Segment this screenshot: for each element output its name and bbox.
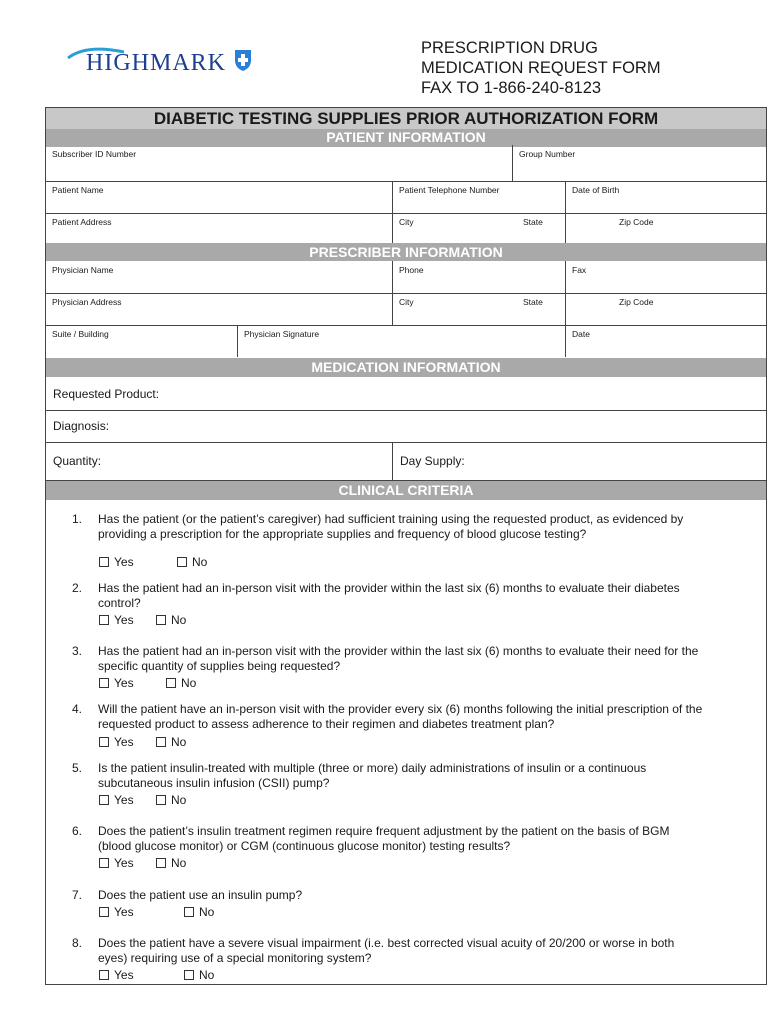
physician-state-label: State xyxy=(523,297,543,307)
checkbox-icon xyxy=(99,678,109,688)
patient-zip-label: Zip Code xyxy=(619,217,654,227)
prescriber-row-1 xyxy=(46,261,766,294)
patient-state-label: State xyxy=(523,217,543,227)
physician-city-state-field[interactable] xyxy=(393,293,566,325)
checkbox-icon xyxy=(99,795,109,805)
patient-row-3 xyxy=(46,213,766,244)
question-text: Has the patient (or the patient’s caregiver) had sufficient training using the requested product, as evidenced by providing a prescription for the appropriate supplies and frequency of blood glucose testing? xyxy=(98,512,684,541)
patient-row-1 xyxy=(46,145,766,182)
q5-yes-checkbox[interactable]: Yes xyxy=(99,793,134,807)
question-text: Has the patient had an in-person visit with the provider within the last six (6) months to evaluate their need for the specific quantity of supplies being requested? xyxy=(98,644,699,673)
clinical-criteria-header: CLINICAL CRITERIA xyxy=(46,481,766,500)
subscriber-id-label: Subscriber ID Number xyxy=(52,149,137,159)
form-title: DIABETIC TESTING SUPPLIES PRIOR AUTHORIZATION FORM xyxy=(46,108,766,129)
checkbox-icon xyxy=(156,615,166,625)
question-number: 3. xyxy=(72,644,83,658)
physician-fax-field[interactable] xyxy=(566,261,766,293)
physician-address-field[interactable] xyxy=(46,293,393,325)
checkbox-icon xyxy=(166,678,176,688)
patient-address-field[interactable] xyxy=(46,213,393,244)
physician-fax-label: Fax xyxy=(572,265,587,275)
question-text: Is the patient insulin-treated with multiple (three or more) daily administrations of insulin or a continuous subcutaneous insulin infusion (CSII) pump? xyxy=(98,761,647,790)
patient-phone-label: Patient Telephone Number xyxy=(399,185,500,195)
physician-phone-field[interactable] xyxy=(393,261,566,293)
dob-field[interactable] xyxy=(566,181,766,213)
physician-signature-field[interactable] xyxy=(238,325,566,357)
question-number: 6. xyxy=(72,824,83,838)
blue-shield-icon xyxy=(234,48,252,72)
patient-city-label: City xyxy=(399,217,414,227)
q7-no-checkbox[interactable]: No xyxy=(184,905,214,919)
q3-no-checkbox[interactable]: No xyxy=(166,676,196,690)
q1-no-checkbox[interactable]: No xyxy=(177,555,207,569)
physician-address-label: Physician Address xyxy=(52,297,122,307)
checkbox-icon xyxy=(177,557,187,567)
checkbox-icon xyxy=(99,907,109,917)
q2-yes-checkbox[interactable]: Yes xyxy=(99,613,134,627)
prior-authorization-form xyxy=(45,107,767,985)
logo-text: HIGHMARK xyxy=(86,50,226,76)
checkbox-icon xyxy=(99,970,109,980)
patient-phone-field[interactable] xyxy=(393,181,566,213)
checkbox-icon xyxy=(99,557,109,567)
prescriber-info-header: PRESCRIBER INFORMATION xyxy=(46,243,766,261)
question-text: Does the patient have a severe visual impairment (i.e. best corrected visual acuity of 20/200 or worse in both eyes) requiring use of a special monitoring system? xyxy=(98,936,675,965)
question-number: 7. xyxy=(72,888,83,902)
question-number: 2. xyxy=(72,581,83,595)
group-number-label: Group Number xyxy=(519,149,576,159)
physician-city-label: City xyxy=(399,297,414,307)
checkbox-icon xyxy=(156,795,166,805)
group-number-field[interactable] xyxy=(513,145,766,181)
q7-yes-checkbox[interactable]: Yes xyxy=(99,905,134,919)
q1-yes-checkbox[interactable]: Yes xyxy=(99,555,134,569)
checkbox-icon xyxy=(156,737,166,747)
patient-zip-field[interactable] xyxy=(566,213,766,244)
checkbox-icon xyxy=(99,615,109,625)
q4-yes-checkbox[interactable]: Yes xyxy=(99,735,134,749)
checkbox-icon xyxy=(184,907,194,917)
patient-row-2 xyxy=(46,181,766,214)
q4-no-checkbox[interactable]: No xyxy=(156,735,186,749)
checkbox-icon xyxy=(99,858,109,868)
q3-yes-checkbox[interactable]: Yes xyxy=(99,676,134,690)
question-number: 8. xyxy=(72,936,83,950)
quantity-field[interactable] xyxy=(46,442,393,480)
form-header-text xyxy=(421,38,661,98)
requested-product-label: Requested Product: xyxy=(53,386,160,401)
physician-zip-field[interactable] xyxy=(566,293,766,325)
requested-product-field[interactable] xyxy=(46,377,766,411)
patient-name-label: Patient Name xyxy=(52,185,104,195)
q8-yes-checkbox[interactable]: Yes xyxy=(99,968,134,982)
patient-info-header: PATIENT INFORMATION xyxy=(46,129,766,147)
patient-address-label: Patient Address xyxy=(52,217,112,227)
prescriber-date-field[interactable] xyxy=(566,325,766,357)
question-number: 5. xyxy=(72,761,83,775)
prescriber-row-2 xyxy=(46,293,766,326)
physician-phone-label: Phone xyxy=(399,265,424,275)
physician-name-label: Physician Name xyxy=(52,265,114,275)
suite-building-label: Suite / Building xyxy=(52,329,109,339)
checkbox-icon xyxy=(156,858,166,868)
prescriber-date-label: Date xyxy=(572,329,590,339)
header-line-2: MEDICATION REQUEST FORM xyxy=(421,59,661,77)
physician-zip-label: Zip Code xyxy=(619,297,654,307)
day-supply-label: Day Supply: xyxy=(400,454,465,468)
diagnosis-label: Diagnosis: xyxy=(53,419,110,433)
prescriber-row-3 xyxy=(46,325,766,357)
question-text: Does the patient use an insulin pump? xyxy=(98,888,303,902)
patient-city-state-field[interactable] xyxy=(393,213,566,244)
patient-name-field[interactable] xyxy=(46,181,393,213)
question-text: Has the patient had an in-person visit with the provider within the last six (6) months to evaluate their diabetes control? xyxy=(98,581,680,610)
dob-label: Date of Birth xyxy=(572,185,620,195)
q6-no-checkbox[interactable]: No xyxy=(156,856,186,870)
q2-no-checkbox[interactable]: No xyxy=(156,613,186,627)
quantity-row xyxy=(46,442,766,481)
highmark-logo xyxy=(66,44,266,80)
header-line-3: FAX TO 1-866-240-8123 xyxy=(421,79,602,97)
physician-signature-label: Physician Signature xyxy=(244,329,320,339)
question-text: Will the patient have an in-person visit with the provider every six (6) months following the initial prescription of the requested product to assess adherence to their regimen and diabetes treatment plan? xyxy=(98,702,703,731)
medication-info-header: MEDICATION INFORMATION xyxy=(46,358,766,377)
question-text: Does the patient’s insulin treatment regimen require frequent adjustment by the patient on the basis of BGM (blood glucose monitor) or CGM (continuous glucose monitor) testing results? xyxy=(98,824,670,853)
header-line-1: PRESCRIPTION DRUG xyxy=(421,39,598,57)
suite-building-field[interactable] xyxy=(46,325,238,357)
q6-yes-checkbox[interactable]: Yes xyxy=(99,856,134,870)
q5-no-checkbox[interactable]: No xyxy=(156,793,186,807)
question-number: 4. xyxy=(72,702,83,716)
checkbox-icon xyxy=(184,970,194,980)
checkbox-icon xyxy=(99,737,109,747)
subscriber-id-field[interactable] xyxy=(46,145,513,181)
q8-no-checkbox[interactable]: No xyxy=(184,968,214,982)
physician-name-field[interactable] xyxy=(46,261,393,293)
quantity-label: Quantity: xyxy=(53,454,102,468)
question-number: 1. xyxy=(72,512,83,526)
diagnosis-field[interactable] xyxy=(46,410,766,443)
